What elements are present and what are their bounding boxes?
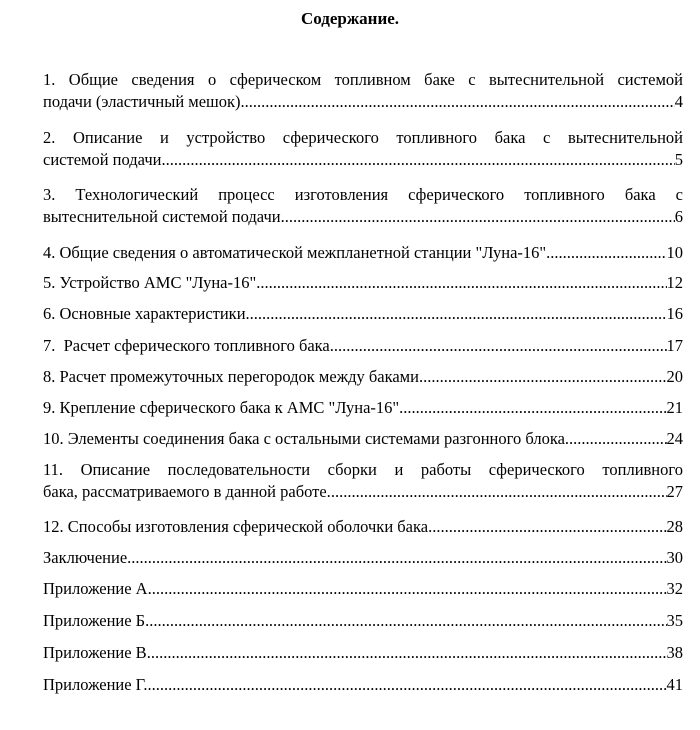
dot-leader bbox=[423, 366, 666, 388]
dot-leader bbox=[149, 610, 666, 632]
toc-page-number: 32 bbox=[666, 579, 683, 598]
toc-entry-5[interactable] bbox=[43, 272, 683, 294]
toc-entry-9[interactable] bbox=[43, 397, 683, 419]
toc-entry-4[interactable] bbox=[43, 242, 683, 264]
toc-entry-text: Приложение В. bbox=[43, 643, 151, 662]
dot-leader bbox=[151, 642, 667, 664]
toc-page-number: 12 bbox=[666, 273, 683, 292]
toc-entry-text: 6. Основные характеристики. bbox=[43, 304, 250, 323]
dot-leader bbox=[152, 578, 667, 600]
toc-entry-10[interactable] bbox=[43, 428, 683, 450]
toc-entry-3[interactable] bbox=[43, 184, 683, 228]
dot-leader bbox=[250, 303, 667, 325]
toc-entry-text: 12. Способы изготовления сферической оболочки бака. bbox=[43, 517, 433, 536]
dot-leader bbox=[131, 547, 666, 569]
toc-page-number: 30 bbox=[666, 548, 683, 567]
dot-leader bbox=[245, 91, 675, 113]
dot-leader bbox=[148, 674, 667, 696]
toc-entry-text: Приложение А. bbox=[43, 579, 152, 598]
toc-entry-8[interactable] bbox=[43, 366, 683, 388]
toc-page-number: 20 bbox=[666, 367, 683, 386]
toc-entry-2[interactable] bbox=[43, 127, 683, 171]
dot-leader bbox=[166, 149, 675, 171]
toc-entry-1[interactable] bbox=[43, 69, 683, 113]
toc-entry-conclusion[interactable] bbox=[43, 547, 683, 569]
toc-page-number: 28 bbox=[666, 517, 683, 536]
toc-page-number: 24 bbox=[666, 429, 683, 448]
toc-page-number: 16 bbox=[666, 304, 683, 323]
toc-page-number: 35 bbox=[666, 611, 683, 630]
toc-entry-text: Заключение. bbox=[43, 548, 132, 567]
toc-entry-appendix-a[interactable] bbox=[43, 578, 683, 600]
toc-entry-line1: 2. Описание и устройство сферического топливного бака с вытеснительной bbox=[43, 128, 683, 147]
toc-entry-appendix-b[interactable] bbox=[43, 610, 683, 632]
toc-entry-text: системой подачи. bbox=[43, 150, 166, 169]
toc-entry-line1: 1. Общие сведения о сферическом топливном баке с вытеснительной системой bbox=[43, 70, 683, 89]
toc-page-number: 5 bbox=[674, 150, 683, 169]
dot-leader bbox=[550, 242, 666, 264]
dot-leader bbox=[403, 397, 666, 419]
dot-leader bbox=[285, 206, 675, 228]
toc-page-number: 4 bbox=[674, 92, 683, 111]
dot-leader bbox=[569, 428, 666, 450]
toc-entry-11[interactable] bbox=[43, 459, 683, 503]
toc-page-number: 17 bbox=[666, 336, 683, 355]
toc-page-number: 10 bbox=[666, 243, 683, 262]
toc-entry-appendix-v[interactable] bbox=[43, 642, 683, 664]
toc-entry-text: 9. Крепление сферического бака к АМС "Луна-16". bbox=[43, 398, 404, 417]
toc-entry-appendix-g[interactable] bbox=[43, 674, 683, 696]
dot-leader bbox=[260, 272, 666, 294]
toc-entry-text: Приложение Г. bbox=[43, 675, 148, 694]
toc-page-number: 27 bbox=[666, 482, 683, 501]
toc-entry-line1: 11. Описание последовательности сборки и работы сферического топливного bbox=[43, 460, 683, 479]
toc-entry-text: бака, рассматриваемого в данной работе. bbox=[43, 482, 331, 501]
toc-entry-text: 5. Устройство АМС "Луна-16". bbox=[43, 273, 261, 292]
toc-entry-text: вытеснительной системой подачи. bbox=[43, 207, 285, 226]
toc-page-number: 41 bbox=[666, 675, 683, 694]
toc-title: Содержание. bbox=[300, 9, 400, 28]
dot-leader bbox=[331, 481, 667, 503]
toc-entry-7[interactable] bbox=[43, 335, 683, 357]
toc-entry-line1: 3. Технологический процесс изготовления сферического топливного бака с bbox=[43, 185, 683, 204]
toc-entry-text: 10. Элементы соединения бака с остальными системами разгонного блока. bbox=[43, 429, 570, 448]
dot-leader bbox=[334, 335, 667, 357]
toc-entry-12[interactable] bbox=[43, 516, 683, 538]
toc-entry-6[interactable] bbox=[43, 303, 683, 325]
toc-page-number: 21 bbox=[666, 398, 683, 417]
dot-leader bbox=[432, 516, 666, 538]
toc-entry-text: 4. Общие сведения о автоматической межпланетной станции "Луна-16". bbox=[43, 243, 551, 262]
toc-entry-text: подачи (эластичный мешок). bbox=[43, 92, 245, 111]
toc-page-number: 6 bbox=[674, 207, 683, 226]
toc-entry-text: Приложение Б. bbox=[43, 611, 150, 630]
toc-page-number: 38 bbox=[666, 643, 683, 662]
toc-entry-text: 7. Расчет сферического топливного бака. bbox=[43, 336, 334, 355]
toc-entry-text: 8. Расчет промежуточных перегородок между баками. bbox=[43, 367, 424, 386]
